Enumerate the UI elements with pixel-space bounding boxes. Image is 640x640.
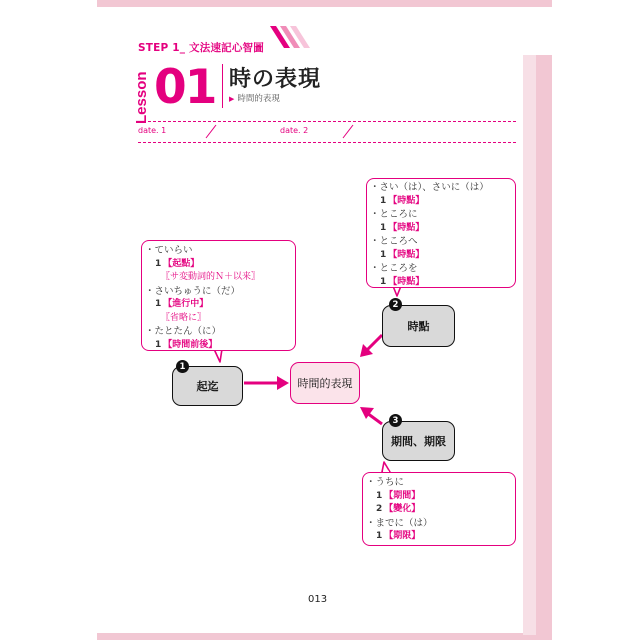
page-subtitle <box>229 92 280 104</box>
list-item: ・たとたん（に） <box>145 326 222 337</box>
subitem-number: 1 <box>155 339 162 350</box>
date-1-slash <box>203 124 219 140</box>
page-title: 時の表現 <box>229 67 322 92</box>
subitem-number: 1 <box>376 531 383 541</box>
list-subitem <box>370 195 489 209</box>
node-kikan-label: 期間、期限 <box>391 435 446 448</box>
list-item: ・うちに <box>366 477 405 488</box>
header-divider <box>222 64 223 108</box>
list-subitem <box>366 503 433 517</box>
right-margin-strip-dark <box>536 55 552 635</box>
bottom-border <box>97 633 552 640</box>
subitem-label: 【時間前後】 <box>163 339 218 350</box>
list-item: ・ところに <box>370 209 418 220</box>
list-item: ・ところを <box>370 263 418 274</box>
subitem-number: 1 <box>376 490 383 501</box>
subitem-label: 【進行中】 <box>163 299 209 309</box>
triangle-icon: ▶ <box>229 95 235 103</box>
subitem-number: 1 <box>380 195 387 206</box>
list-subitem <box>145 271 260 285</box>
list-subitem <box>370 249 489 263</box>
date-line-bottom <box>138 142 516 143</box>
bubble-kikan-list <box>366 476 433 544</box>
node-center <box>290 362 360 404</box>
bubble-jiten-list <box>370 181 489 289</box>
subitem-label: 【時點】 <box>388 276 425 287</box>
subitem-number: 1 <box>380 276 387 287</box>
node-jiten-label: 時點 <box>407 320 430 333</box>
subitem-label: 【時點】 <box>388 249 425 260</box>
list-subitem <box>370 276 489 290</box>
list-item: ・さい（は）、さいに（は） <box>370 182 489 193</box>
list-subitem <box>145 298 260 312</box>
node-kikan <box>382 421 455 461</box>
node-kitsu-label: 起迄 <box>196 380 219 393</box>
subitem-number: 1 <box>155 299 162 309</box>
list-subitem <box>366 530 433 544</box>
lesson-number: 01 <box>154 60 216 115</box>
list-subitem <box>145 258 260 272</box>
bubble-kiten-list <box>145 244 260 352</box>
step-heading: STEP 1_ 文法速記心智圖 <box>138 42 264 54</box>
date-line-top <box>138 121 516 122</box>
page-number: 013 <box>308 594 328 605</box>
subitem-number: 1 <box>380 249 387 260</box>
subitem-label: 【期限】 <box>384 531 421 541</box>
subitem-label: 【起點】 <box>163 258 200 269</box>
list-subitem <box>366 490 433 504</box>
decorative-stripes <box>270 26 312 48</box>
node-jiten <box>382 305 455 347</box>
node-center-label: 時間的表現 <box>297 377 353 390</box>
subitem-label: 【時點】 <box>388 222 425 233</box>
list-subitem <box>370 222 489 236</box>
list-subitem <box>145 339 260 353</box>
subtitle-text: 時間的表現 <box>237 94 280 104</box>
list-item: ・ところへ <box>370 236 418 247</box>
list-subitem <box>145 312 260 326</box>
subitem-label: 【時點】 <box>388 195 425 206</box>
marker-2: 2 <box>389 298 402 311</box>
subitem-label: 【變化】 <box>384 504 421 514</box>
marker-1: 1 <box>176 360 189 373</box>
svg-text:Lesson: Lesson <box>133 71 150 124</box>
marker-3: 3 <box>389 414 402 427</box>
subitem-number: 1 <box>380 222 387 233</box>
top-border <box>97 0 552 7</box>
subitem-number: 2 <box>376 504 383 514</box>
subitem-label: 〖サ変動詞的Ｎ＋以来〗 <box>161 272 261 282</box>
date-1-label: date. 1 <box>138 126 167 135</box>
subitem-label: 【期間】 <box>384 490 421 501</box>
list-item: ・ていらい <box>145 245 193 256</box>
list-item: ・までに（は） <box>366 517 433 529</box>
subitem-number: 1 <box>155 258 162 269</box>
date-2-slash <box>340 124 356 140</box>
lesson-label <box>131 70 151 125</box>
date-2-label: date. 2 <box>280 126 309 135</box>
subitem-label: 〖省略に〗 <box>161 312 207 323</box>
list-item: ・さいちゅうに（だ） <box>145 285 241 297</box>
